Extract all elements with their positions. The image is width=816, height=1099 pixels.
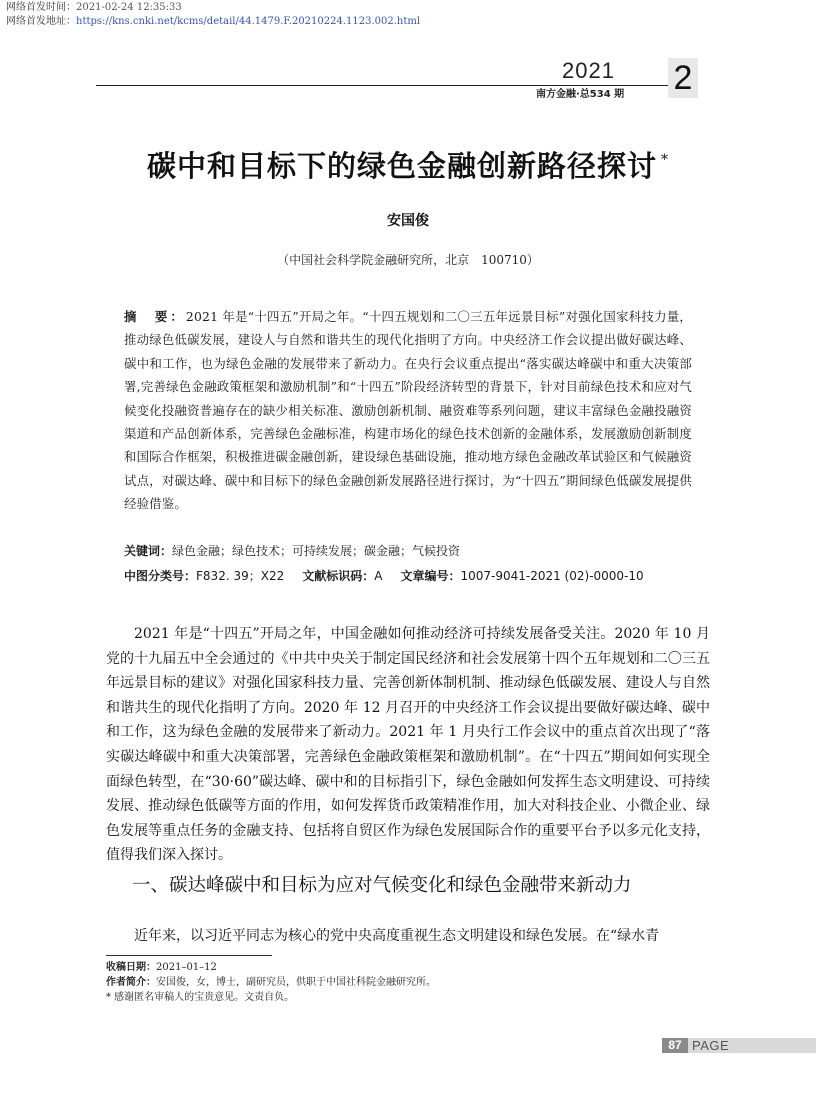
received-label: 收稿日期：	[106, 962, 156, 973]
section-1-body	[106, 924, 710, 949]
publish-url-label: 网络首发地址：	[6, 16, 76, 27]
keywords	[124, 542, 704, 560]
online-publish-time	[6, 2, 182, 14]
title-footnote-mark: *	[661, 152, 669, 168]
doc-code-label: 文献标识码：	[302, 569, 375, 583]
paper-title-text: 碳中和目标下的绿色金融创新路径探讨	[146, 149, 657, 183]
header-rule	[96, 85, 668, 86]
page-label: PAGE	[692, 1038, 730, 1053]
header-year: 2021	[562, 58, 615, 83]
clc-value: F832. 39；X22	[196, 569, 285, 583]
footnote-received	[106, 960, 706, 975]
publish-time-value: 2021-02-24 12:35:33	[76, 2, 182, 13]
header-journal: 南方金融·总534 期	[536, 89, 625, 100]
clc-label: 中图分类号：	[124, 569, 197, 583]
header-issue-number: 2	[673, 59, 693, 97]
intro-paragraph: 2021 年是“十四五”开局之年，中国金融如何推动经济可持续发展备受关注。2020 年 10 月党的十九届五中全会通过的《中共中央关于制定国民经济和社会发展第十四个五年规划和二〇三五年远景目标的建议》对强化国家科技力量、完善创新体制机制、推动绿色低碳发展、建设人与自然和谐共生的现代化指明了方向。2020 年 12 月召开的中央经济工作会议提出要做好碳达峰、碳中和工作，这为绿色金融的发展带来了新动力。2021 年 1 月央行工作会议中的重点首次出现了“落实碳达峰碳中和重大决策部署，完善绿色金融政策框架和激励机制”。在“十四五”期间如何实现全面绿色转型，在“30·60”碳达峰、碳中和的目标指引下，绿色金融如何发挥生态文明建设、可持续发展、推动绿色低碳等方面的作用，如何发挥货币政策精准作用，加大对科技企业、小微企业、绿色发展等重点任务的金融支持、包括将自贸区作为绿色发展国际合作的重要平台予以多元化支持，值得我们深入探讨。	[106, 626, 710, 864]
footnote-author-bio	[106, 975, 706, 990]
publish-time-label: 网络首发时间：	[6, 2, 76, 13]
received-value: 2021–01–12	[156, 962, 217, 973]
intro-section	[106, 622, 710, 868]
article-no-label: 文章编号：	[400, 569, 461, 583]
online-publish-url	[6, 16, 420, 28]
section-1-paragraph: 近年来，以习近平同志为核心的党中央高度重视生态文明建设和绿色发展。在“绿水青	[134, 928, 660, 944]
article-no-value: 1007-9041-2021 (02)-0000-10	[460, 569, 644, 583]
keywords-text: 绿色金融；绿色技术；可持续发展；碳金融；气候投资	[172, 544, 461, 558]
footnote-thanks: * 感谢匿名审稿人的宝贵意见。文责自负。	[106, 992, 295, 1003]
footnote-rule	[106, 955, 272, 956]
bio-value: 安国俊，女，博士，副研究员，供职于中国社科院金融研究所。	[156, 977, 436, 988]
abstract-text: 2021 年是“十四五”开局之年。“十四五规划和二〇三五年远景目标”对强化国家科技力量，推动绿色低碳发展，建设人与自然和谐共生的现代化指明了方向。中央经济工作会议提出做好碳达峰、碳中和工作，也为绿色金融的发展带来了新动力。在央行会议重点提出“落实碳达峰碳中和重大决策部署,完善绿色金融政策框架和激励机制”和“十四五”阶段经济转型的背景下，针对目前绿色技术和应对气候变化投融资普遍存在的缺少相关标准、激励创新机制、融资难等系列问题，建议丰富绿色金融投融资渠道和产品创新体系，完善绿色金融标准，构建市场化的绿色技术创新的金融体系，发展激励创新制度和国际合作框架，积极推进碳金融创新，建设绿色基础设施，推动地方绿色金融改革试验区和气候融资试点，对碳达峰、碳中和目标下的绿色金融创新发展路径进行探讨，为“十四五”期间绿色低碳发展提供经验借鉴。	[124, 309, 693, 512]
page-number: 87	[662, 1038, 688, 1053]
keywords-label: 关键词：	[124, 544, 173, 558]
author-affiliation: （中国社会科学院金融研究所，北京 100710）	[277, 253, 539, 267]
abstract-label: 摘 要：	[124, 309, 186, 324]
paper-title	[0, 140, 816, 186]
footnotes	[106, 960, 706, 1005]
classification-line	[124, 567, 704, 585]
author-name: 安国俊	[387, 213, 429, 229]
section-1-heading: 一、碳达峰碳中和目标为应对气候变化和绿色金融带来新动力	[132, 875, 632, 896]
bio-label: 作者简介：	[106, 977, 156, 988]
abstract	[124, 305, 692, 516]
publish-url-link[interactable]: https://kns.cnki.net/kcms/detail/44.1479.F.20210224.1123.002.html	[76, 16, 421, 27]
doc-code-value: A	[374, 569, 383, 583]
